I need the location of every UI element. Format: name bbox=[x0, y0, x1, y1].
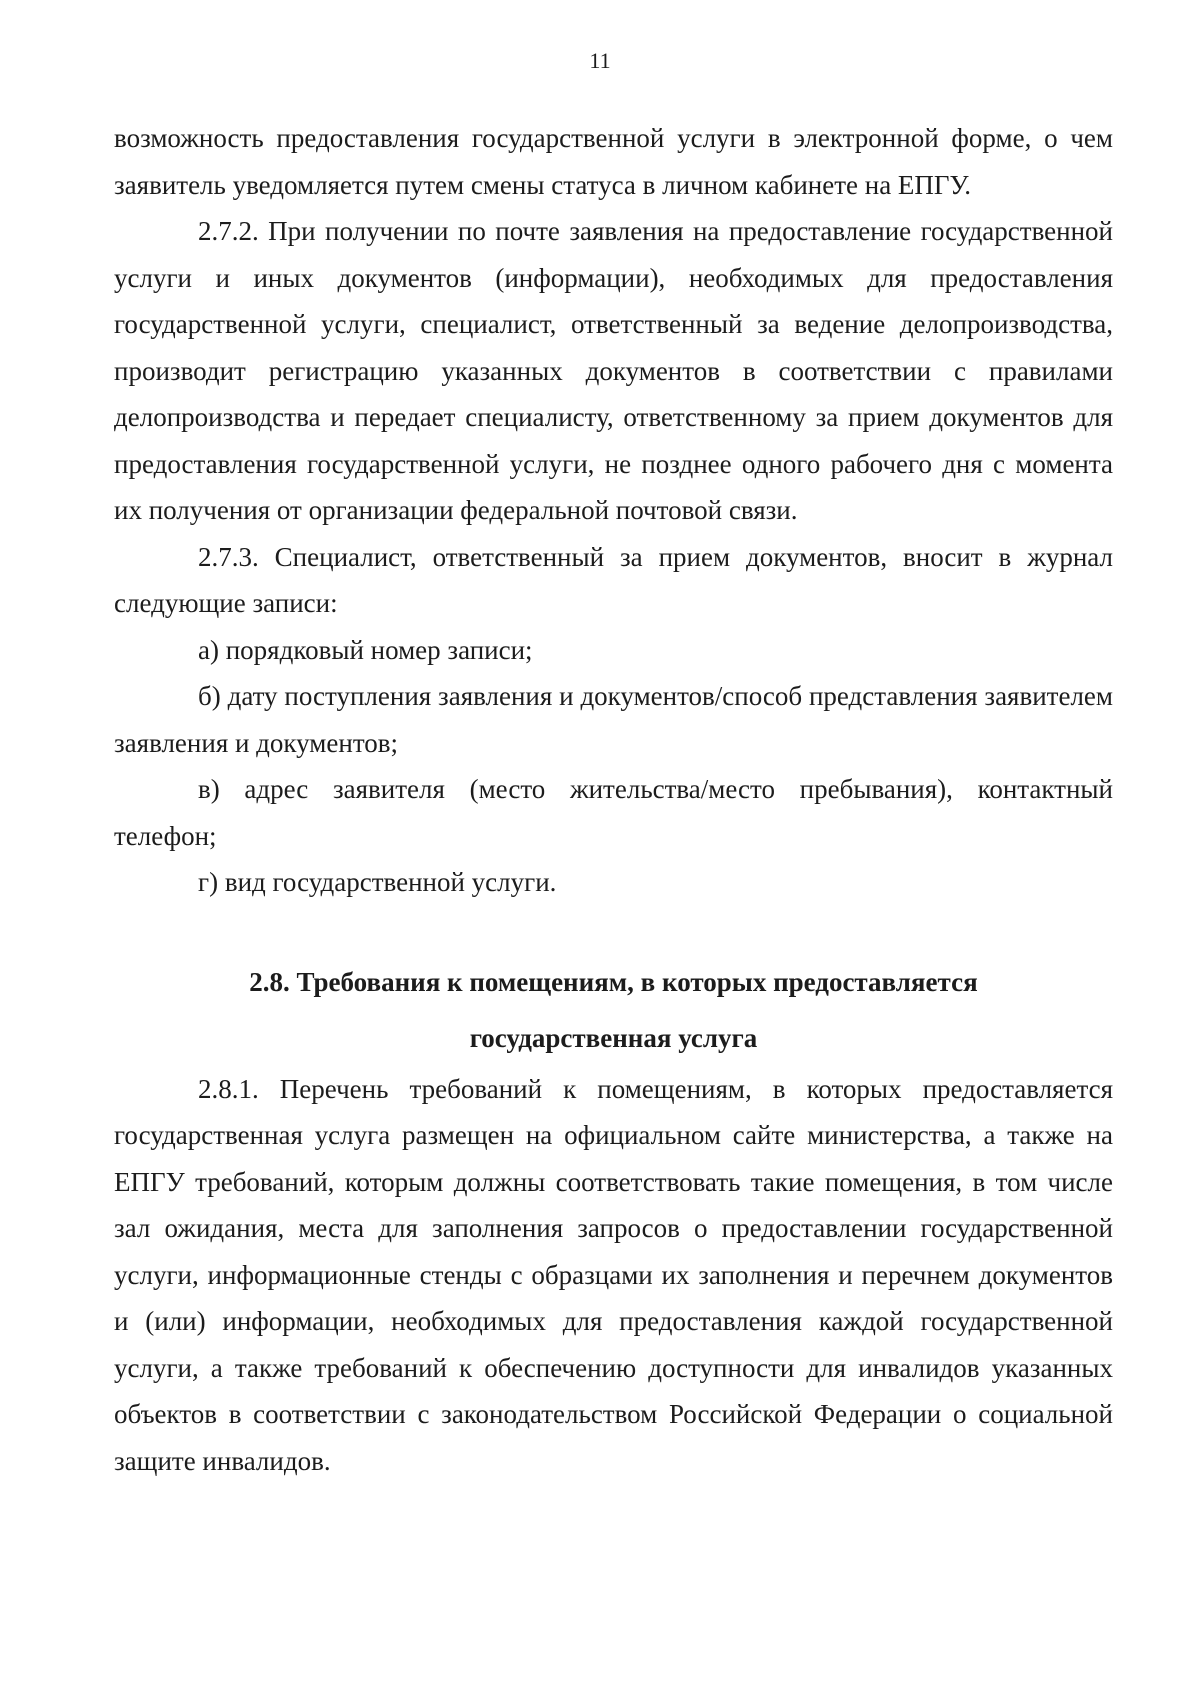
list-item-g: г) вид государственной услуги. bbox=[198, 867, 557, 897]
paragraph-2-7-2: 2.7.2. При получении по почте заявления на предоставление государственной услуги и иных документов (информации), необходимых для предоставления государственной услуги, специалист, ответственный за ведение делопроизводства, производит регистрацию указанных документов в соответствии с правилами делопроизводства и передает специалисту, ответственному за прием документов для предоставления государственной услуги, не позднее одного рабочего дня с момента их получения от организации федеральной почтовой связи. bbox=[114, 216, 1113, 525]
paragraph-2-7-3: 2.7.3. Специалист, ответственный за прием документов, вносит в журнал следующие записи: bbox=[114, 541, 1113, 618]
list-item-a: а) порядковый номер записи; bbox=[198, 634, 533, 665]
paragraph-2-8-1: 2.8.1. Перечень требований к помещениям, в которых предоставляется государственная услуга размещен на официальном сайте министерства, а также на ЕПГУ требований, которым должны соответствовать такие помещения, в том числе зал ожидания, места для заполнения запросов о предоставлении государственной услуги, информационные стенды с образцами их заполнения и перечнем документов и (или) информации, необходимых для предоставления каждой государственной услуги, а также требований к обеспечению доступности для инвалидов указанных объектов в соответствии с законодательством Российской Федерации о социальной защите инвалидов. bbox=[114, 1073, 1113, 1476]
section-heading-2-8 bbox=[114, 954, 1113, 1066]
list-item-v: в) адрес заявителя (место жительства/место пребывания), контактный телефон; bbox=[114, 774, 1113, 851]
document-body bbox=[114, 115, 1113, 1484]
list-item-b: б) дату поступления заявления и документов/способ представления заявителем заявления и документов; bbox=[114, 681, 1113, 758]
section-heading-line-2: государственная услуга bbox=[469, 1022, 758, 1053]
paragraph-continuation: возможность предоставления государственной услуги в электронной форме, о чем заявитель уведомляется путем смены статуса в личном кабинете на ЕПГУ. bbox=[114, 123, 1113, 200]
section-heading-line-1: 2.8. Требования к помещениям, в которых предоставляется bbox=[249, 966, 978, 997]
page-number: 11 bbox=[589, 48, 611, 73]
